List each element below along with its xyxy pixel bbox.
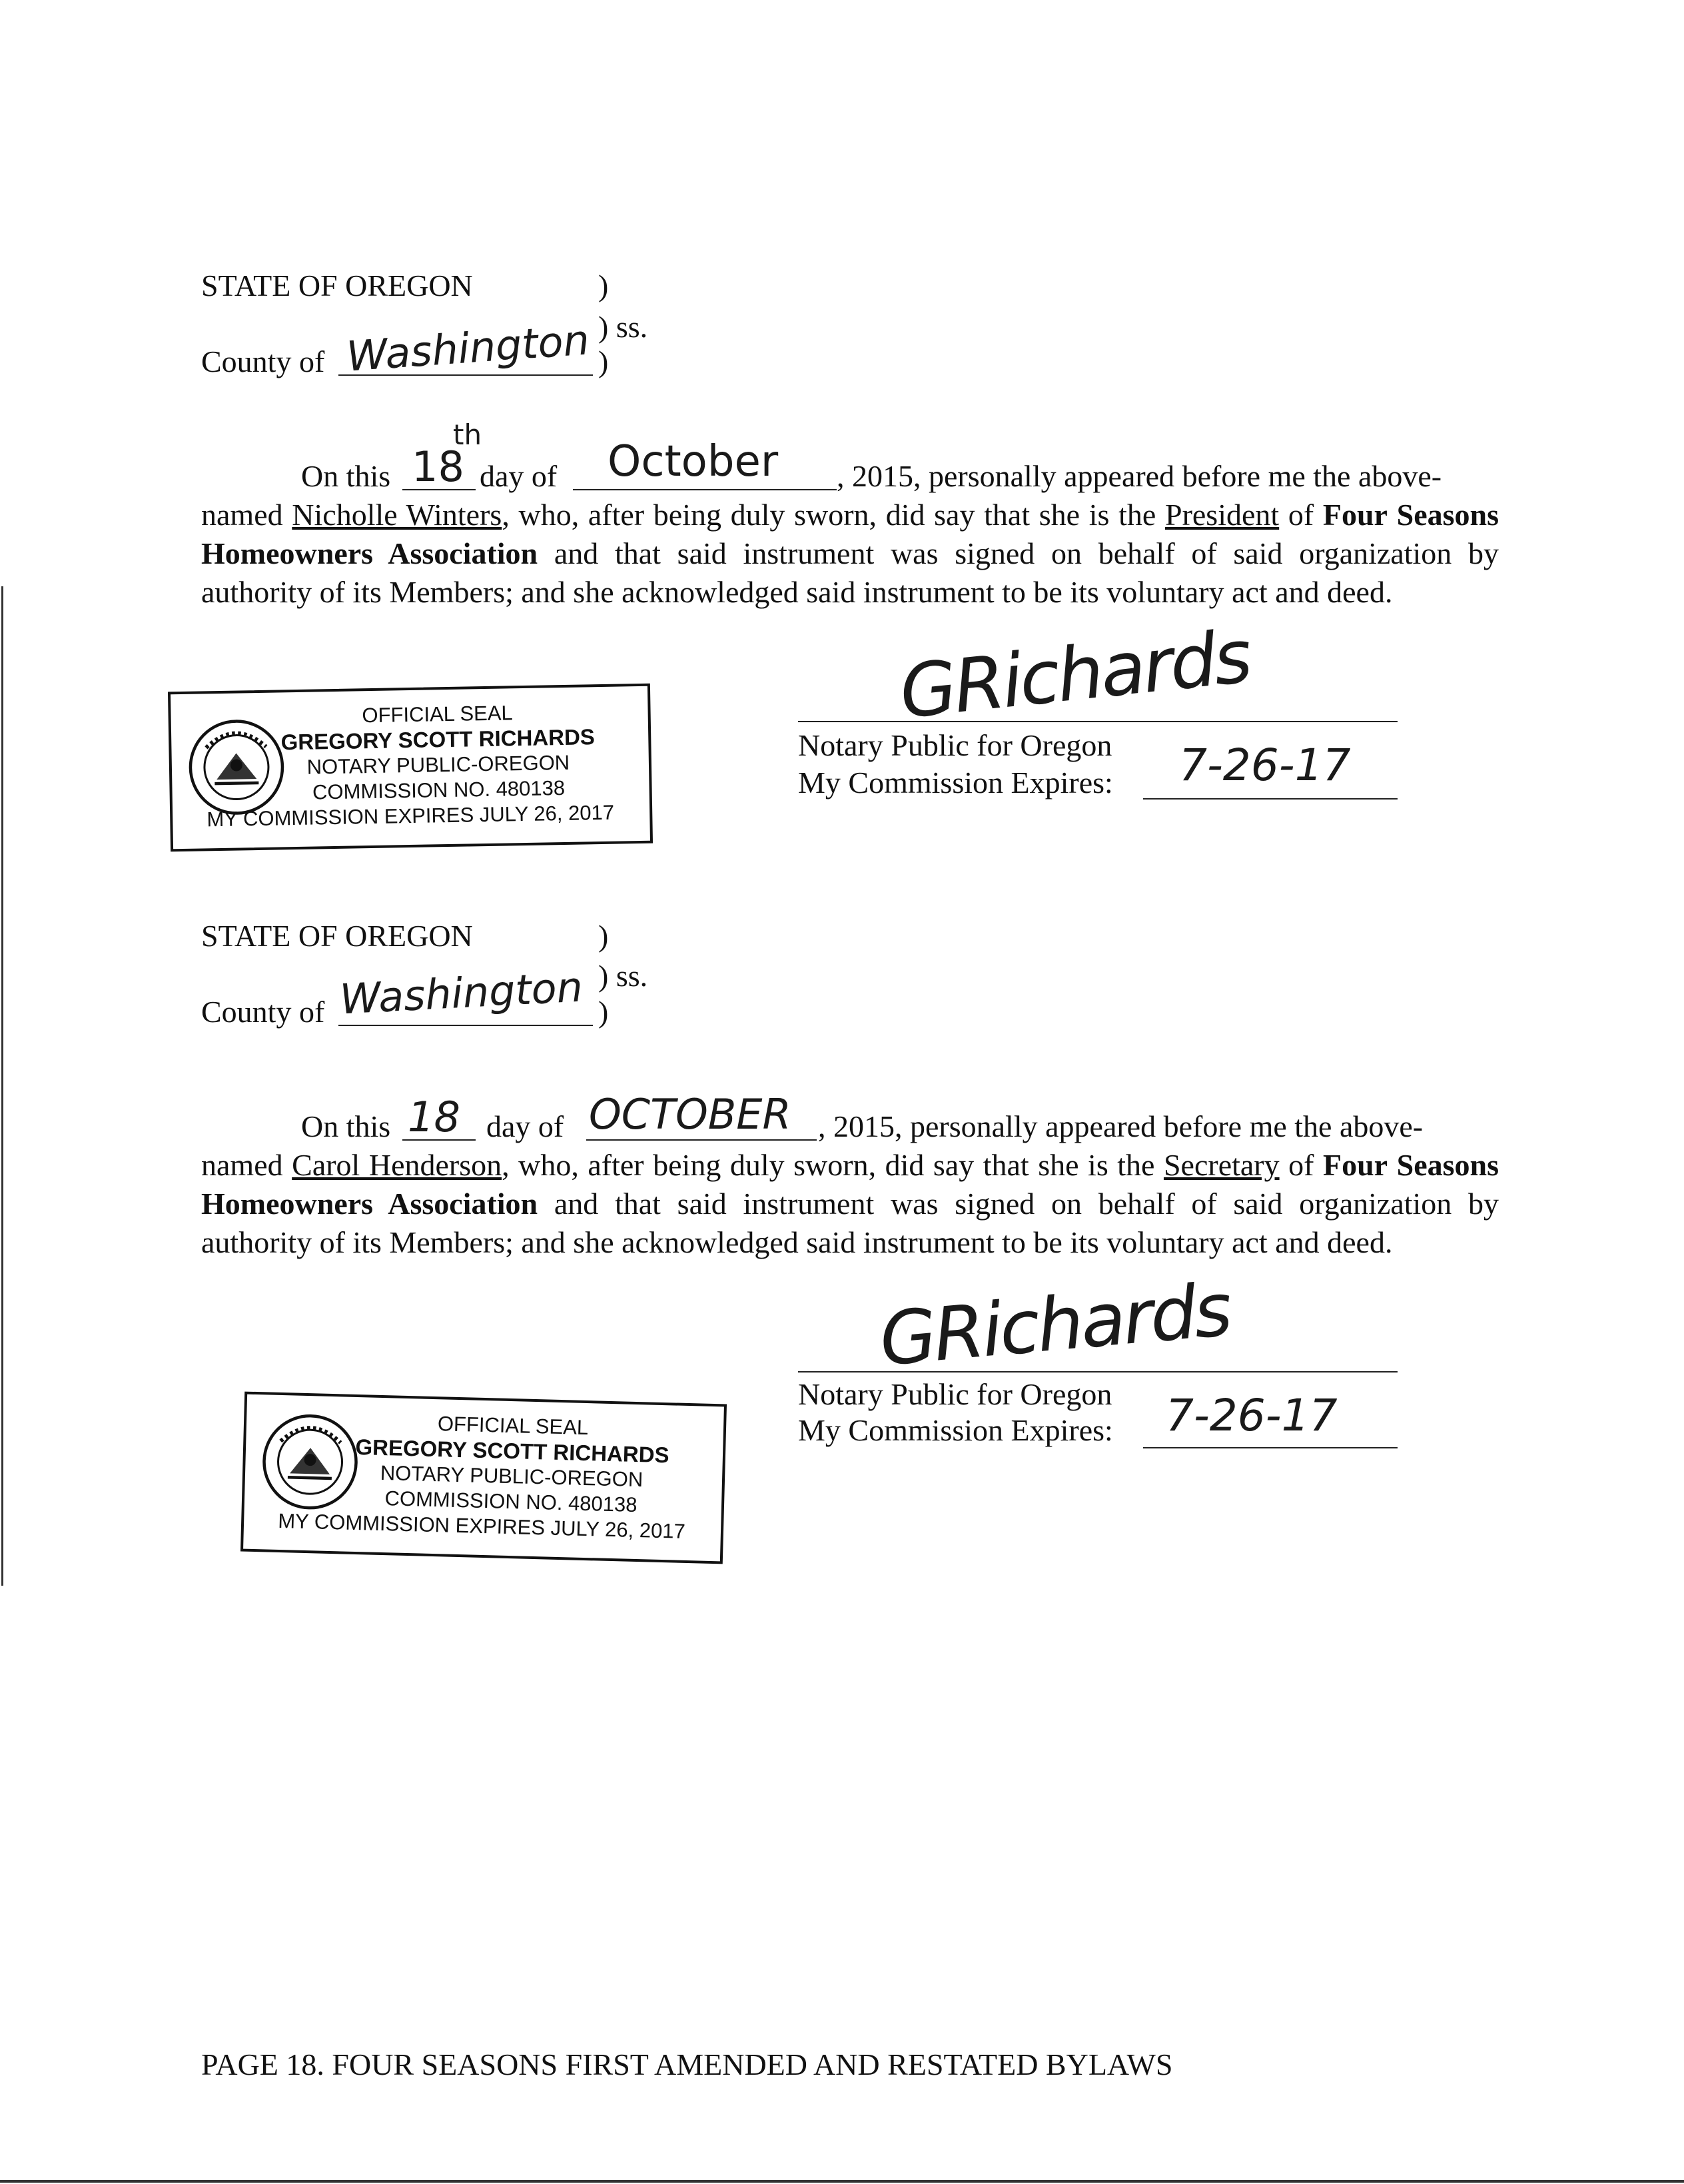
seal-heading: OFFICIAL SEAL: [437, 1412, 589, 1440]
notary-label: Notary Public for Oregon: [798, 728, 1112, 762]
org-name: Seasons Homeowners Association: [201, 1148, 1499, 1221]
role: Secretary: [1163, 1148, 1280, 1182]
venue-paren: ): [598, 995, 609, 1029]
on-this-label: On this: [301, 1109, 391, 1143]
seal-text: [277, 1408, 700, 1545]
venue-paren: ): [598, 919, 609, 953]
notary-seal-stamp: [240, 1392, 727, 1564]
notary-signature: GRichards: [876, 1267, 1233, 1382]
venue-ss: ) ss.: [598, 310, 648, 344]
seal-heading: OFFICIAL SEAL: [362, 701, 514, 728]
scan-edge-bottom: [0, 2180, 1684, 2183]
org-name: Four: [1322, 498, 1388, 532]
expires-label: My Commission Expires:: [798, 1413, 1113, 1447]
day-handwritten: 18: [408, 1093, 460, 1141]
notary-label: Notary Public for Oregon: [798, 1377, 1112, 1411]
appeared-text: , 2015, personally appeared before me the above-: [818, 1109, 1424, 1143]
acknowledgment-paragraph: named Carol Henderson, who, after being duly sworn, did say that she is the Secretary of Four Seasons Homeowners Association and that said instrument was signed on behalf of said organization by authority of its Members; and she acknowledged said instrument to be its voluntary act and deed.: [201, 1148, 1499, 1259]
seal-notary-name: GREGORY SCOTT RICHARDS: [355, 1434, 670, 1468]
month-fill-line: [586, 1139, 817, 1141]
county-label: County of: [201, 344, 325, 378]
seal-text: [207, 698, 626, 831]
venue-paren: ): [598, 269, 609, 302]
county-fill-line: [338, 1025, 593, 1026]
county-label: County of: [201, 995, 325, 1029]
notary-seal-stamp: [168, 684, 653, 852]
expires-fill-line: [1143, 798, 1398, 800]
expires-handwritten: 7-26-17: [1166, 1390, 1338, 1441]
seal-notary-name: GREGORY SCOTT RICHARDS: [280, 724, 596, 755]
venue-ss: ) ss.: [598, 959, 648, 993]
day-suffix-handwritten: th: [453, 418, 482, 451]
month-handwritten: OCTOBER: [589, 1090, 791, 1139]
county-handwritten: Washington: [344, 315, 592, 381]
notary-signature: GRichards: [895, 613, 1254, 736]
scan-edge-left: [1, 586, 3, 1586]
on-this-label: On this: [301, 459, 391, 493]
acknowledgment-paragraph: named Nicholle Winters, who, after being duly sworn, did say that she is the President of Four Seasons Homeowners Association and that said instrument was signed on behalf of said organization by authority of its Members; and she acknowledged said instrument to be its voluntary act and deed.: [201, 498, 1499, 609]
expires-label: My Commission Expires:: [798, 766, 1113, 800]
org-name: Four: [1322, 1148, 1388, 1182]
state-label: STATE OF OREGON: [201, 919, 473, 953]
expires-fill-line: [1143, 1447, 1398, 1448]
seal-commission-number: COMMISSION NO. 480138: [312, 776, 566, 804]
seal-title: NOTARY PUBLIC-OREGON: [306, 750, 570, 779]
role: President: [1164, 498, 1280, 532]
day-handwritten: 18: [412, 442, 464, 491]
seal-expiration: MY COMMISSION EXPIRES JULY 26, 2017: [207, 800, 615, 831]
seal-commission-number: COMMISSION NO. 480138: [384, 1486, 637, 1517]
month-handwritten: October: [608, 437, 779, 486]
day-of-label: day of: [486, 1109, 564, 1143]
seal-expiration: MY COMMISSION EXPIRES JULY 26, 2017: [277, 1508, 686, 1543]
signature-line: [798, 721, 1398, 722]
day-of-label: day of: [480, 459, 558, 493]
county-handwritten: Washington: [338, 962, 584, 1024]
month-fill-line: [573, 489, 837, 490]
state-label: STATE OF OREGON: [201, 269, 473, 302]
venue-paren: ): [598, 344, 609, 378]
page-footer: PAGE 18. FOUR SEASONS FIRST AMENDED AND RESTATED BYLAWS: [201, 2047, 1173, 2081]
expires-handwritten: 7-26-17: [1179, 740, 1351, 791]
seal-title: NOTARY PUBLIC-OREGON: [380, 1460, 643, 1492]
org-name: Seasons Homeowners Association: [201, 498, 1499, 570]
appeared-text: , 2015, personally appeared before me the above-: [837, 459, 1442, 493]
person-name: Nicholle Winters: [292, 498, 502, 532]
person-name: Carol Henderson: [292, 1148, 502, 1182]
